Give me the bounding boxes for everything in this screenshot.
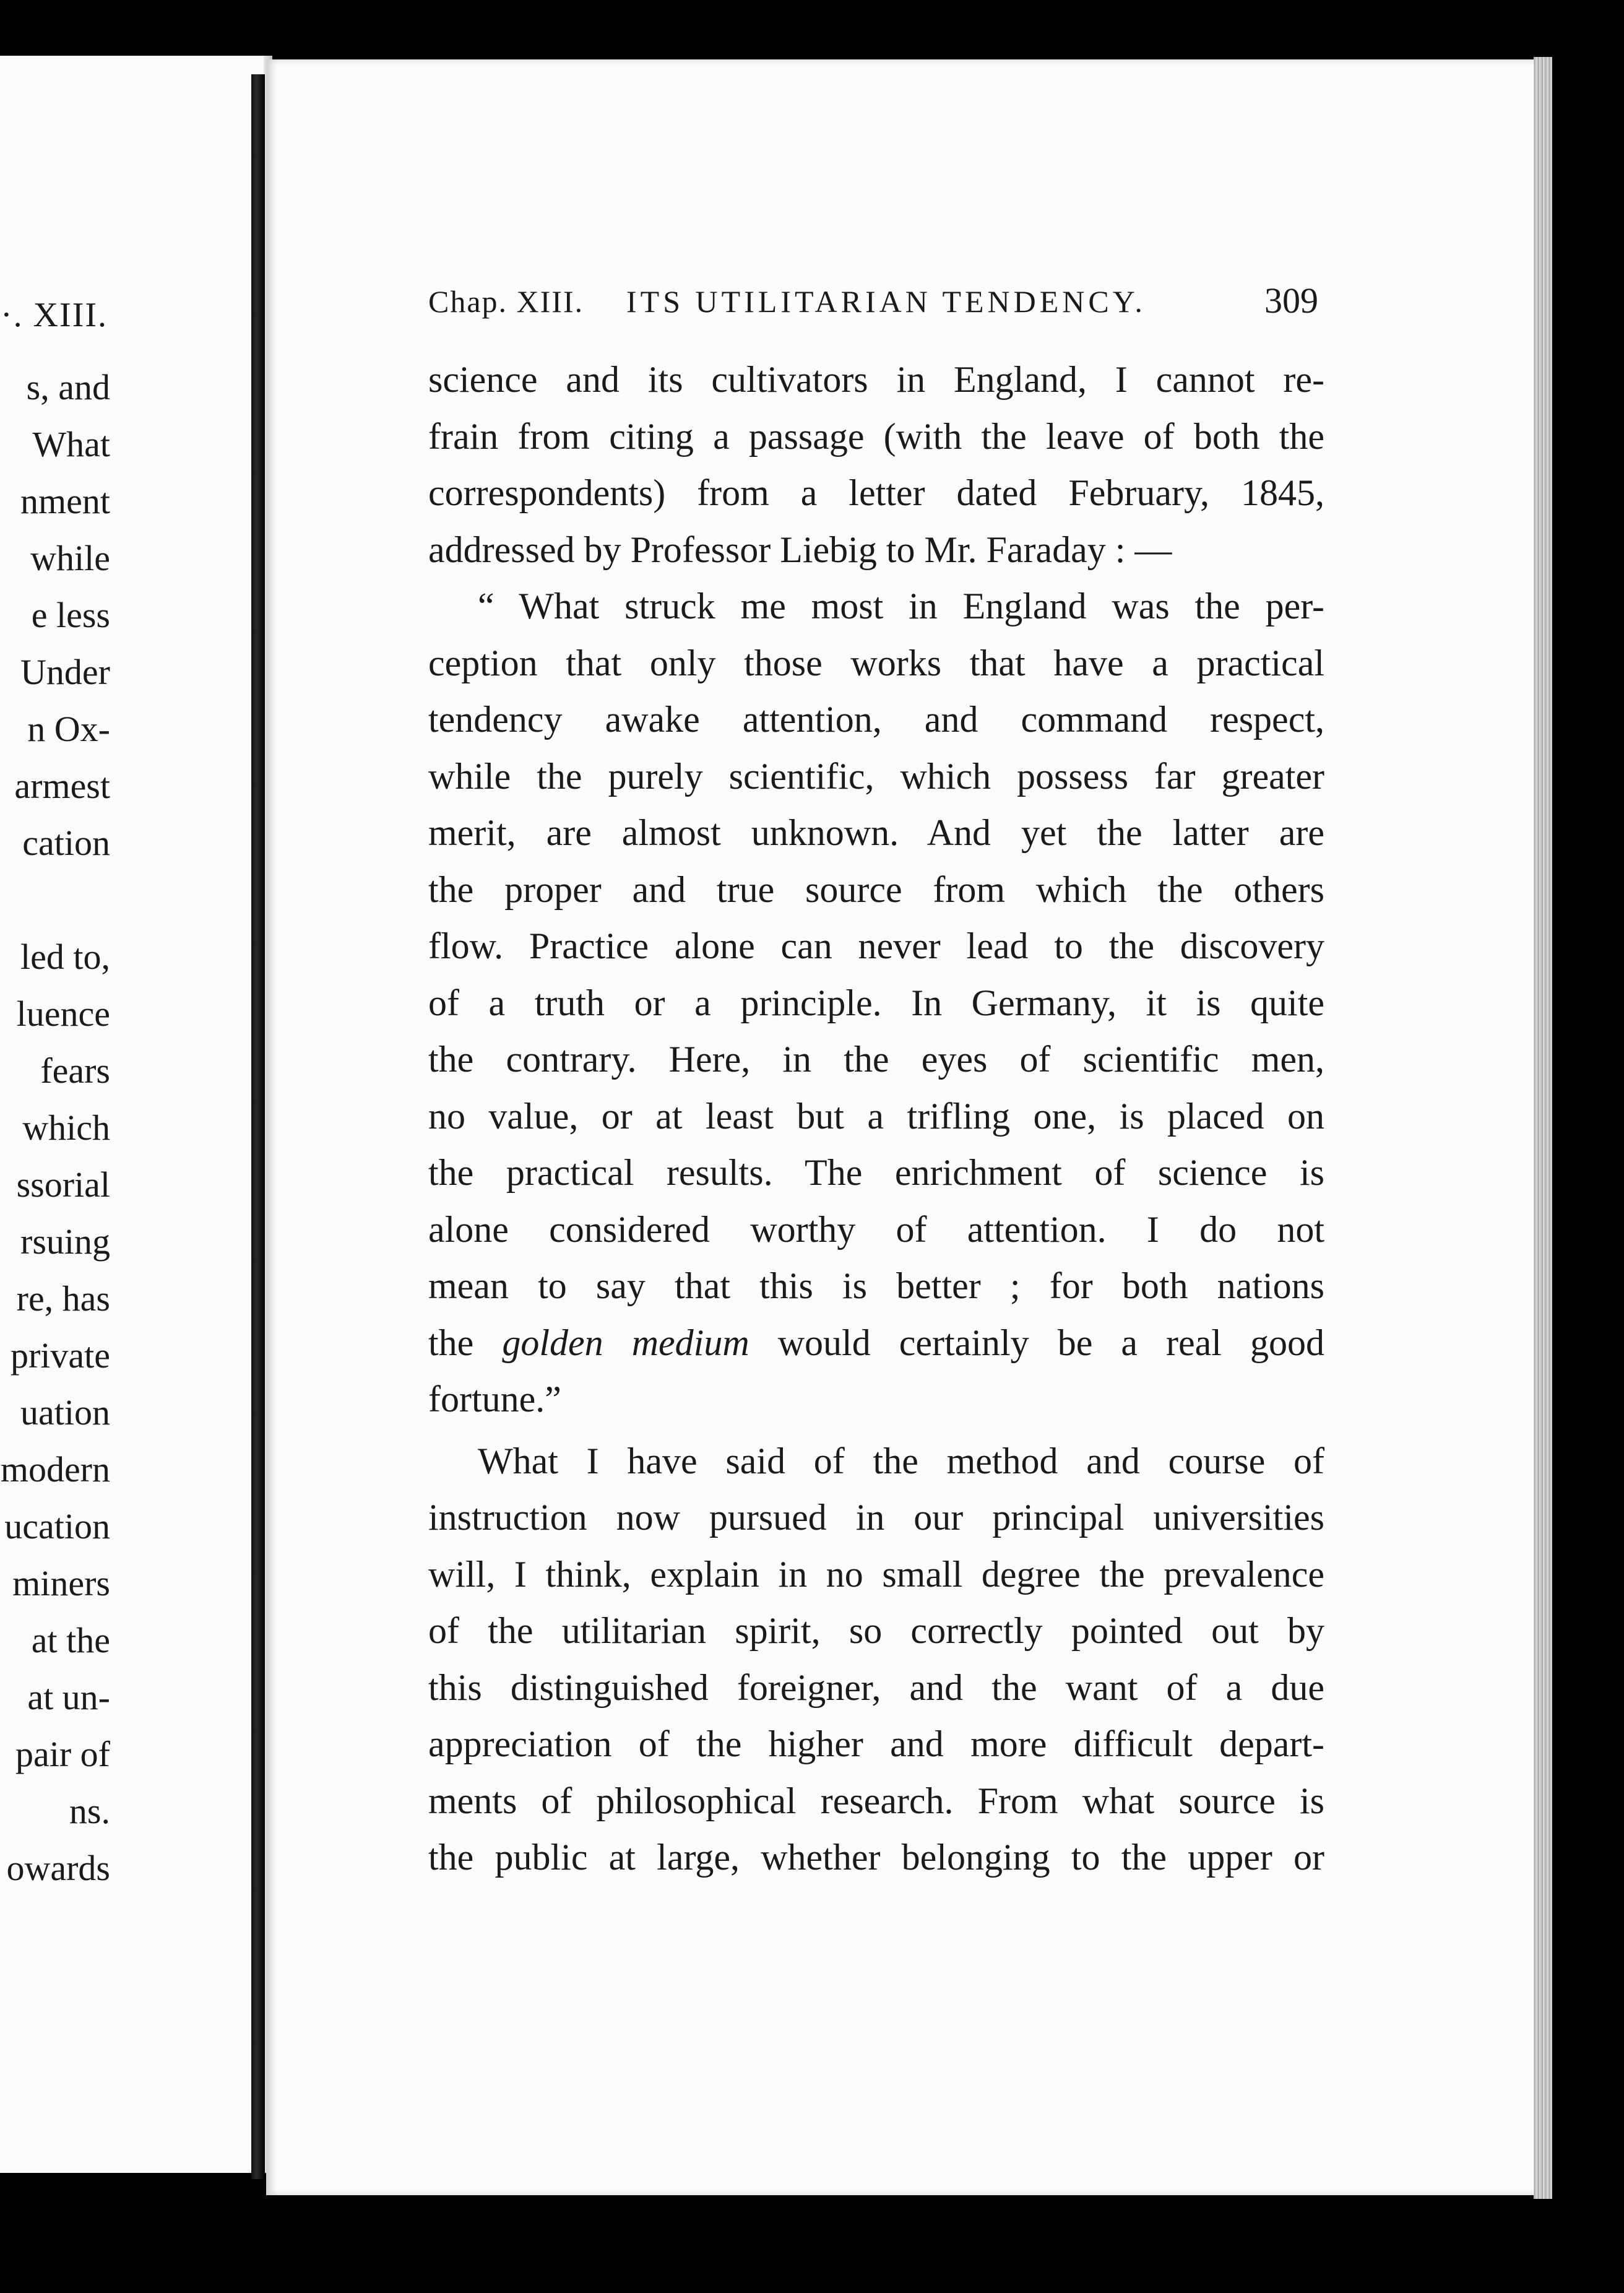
previous-page-text — [1, 359, 110, 1897]
text-line: ucation — [4, 1506, 110, 1546]
text-line: modern — [0, 1449, 110, 1489]
text-line: owards — [6, 1848, 110, 1888]
text-line: the public at large, whether belonging to the upper or — [428, 1837, 1324, 1878]
text-line: frain from citing a passage (with the leave of both the — [428, 415, 1324, 457]
text-line: armest — [14, 766, 110, 806]
text-line-italic — [428, 1315, 1324, 1372]
text-line: Under — [20, 652, 110, 692]
text-line: e less — [31, 595, 110, 635]
text-line: addressed by Professor Liebig to Mr. Faraday : — — [428, 529, 1172, 570]
text-line: ments of philosophical research. From what source is — [428, 1780, 1324, 1821]
text-line: the practical results. The enrichment of science is — [428, 1152, 1324, 1193]
text-line: no value, or at least but a trifling one, is placed on — [428, 1095, 1324, 1137]
text-line: n Ox- — [27, 709, 110, 749]
chapter-label: Chap. XIII. — [428, 284, 584, 319]
text-line: at un- — [27, 1677, 110, 1717]
page-body — [428, 352, 1324, 1886]
page-number: 309 — [1264, 280, 1318, 321]
text-line: re, has — [16, 1278, 110, 1319]
text-line: private — [10, 1335, 110, 1376]
text-line: “ What struck me most in England was the per- — [478, 586, 1324, 626]
text-line: while — [30, 538, 110, 578]
text-line: rsuing — [20, 1221, 110, 1262]
text-line: luence — [16, 994, 110, 1034]
text-line: science and its cultivators in England, I cannot re- — [428, 359, 1324, 400]
text-line: cation — [22, 823, 110, 863]
text-line: which — [22, 1107, 110, 1148]
text-fragment: would certainly be a real good — [749, 1322, 1324, 1363]
previous-page — [0, 56, 272, 2173]
running-title: ITS UTILITARIAN TENDENCY. — [626, 284, 1146, 319]
text-line: the contrary. Here, in the eyes of scientific men, — [428, 1039, 1324, 1080]
book-spine — [251, 74, 265, 2179]
text-line: while the purely scientific, which possess far greater — [428, 755, 1324, 797]
text-line: of the utilitarian spirit, so correctly pointed out by — [428, 1610, 1324, 1651]
text-line: What I have said of the method and course of — [478, 1440, 1324, 1481]
paragraph — [428, 1433, 1324, 1886]
text-line: What — [32, 424, 110, 464]
text-line: of a truth or a principle. In Germany, it is quite — [428, 982, 1324, 1023]
text-line: fortune.” — [428, 1379, 561, 1420]
text-line: tendency awake attention, and command respect, — [428, 699, 1324, 740]
italic-phrase: golden medium — [502, 1322, 749, 1363]
running-head — [428, 280, 1318, 327]
text-line: nment — [20, 481, 110, 521]
text-line: alone considered worthy of attention. I do not — [428, 1208, 1324, 1250]
text-line: pair of — [15, 1734, 110, 1774]
text-line: appreciation of the higher and more difficult depart- — [428, 1723, 1324, 1764]
text-line: will, I think, explain in no small degree the prevalence — [428, 1553, 1324, 1595]
previous-page-header: ·. XIII. — [0, 296, 108, 334]
text-line: s, and — [26, 367, 110, 407]
text-line: flow. Practice alone can never lead to the discovery — [428, 925, 1324, 966]
text-line: fears — [40, 1051, 110, 1091]
text-line: at the — [31, 1620, 110, 1660]
text-line — [1, 872, 110, 929]
text-line: ssorial — [16, 1164, 110, 1205]
text-fragment: the — [428, 1322, 503, 1363]
text-line: led to, — [20, 937, 110, 977]
text-line: the proper and true source from which the others — [428, 869, 1324, 910]
text-line: ception that only those works that have a practical — [428, 642, 1324, 683]
text-line: uation — [20, 1392, 110, 1433]
text-line: merit, are almost unknown. And yet the latter are — [428, 812, 1324, 853]
text-line: miners — [12, 1563, 110, 1603]
text-line: this distinguished foreigner, and the want of a due — [428, 1667, 1324, 1708]
page-fore-edge — [1534, 57, 1552, 2199]
text-line: mean to say that this is better ; for both nations — [428, 1265, 1324, 1306]
text-line: ns. — [69, 1791, 110, 1831]
text-line: instruction now pursued in our principal universities — [428, 1497, 1324, 1538]
block-quote — [428, 578, 1324, 1428]
text-line: correspondents) from a letter dated February, 1845, — [428, 472, 1324, 513]
paragraph — [428, 352, 1324, 578]
